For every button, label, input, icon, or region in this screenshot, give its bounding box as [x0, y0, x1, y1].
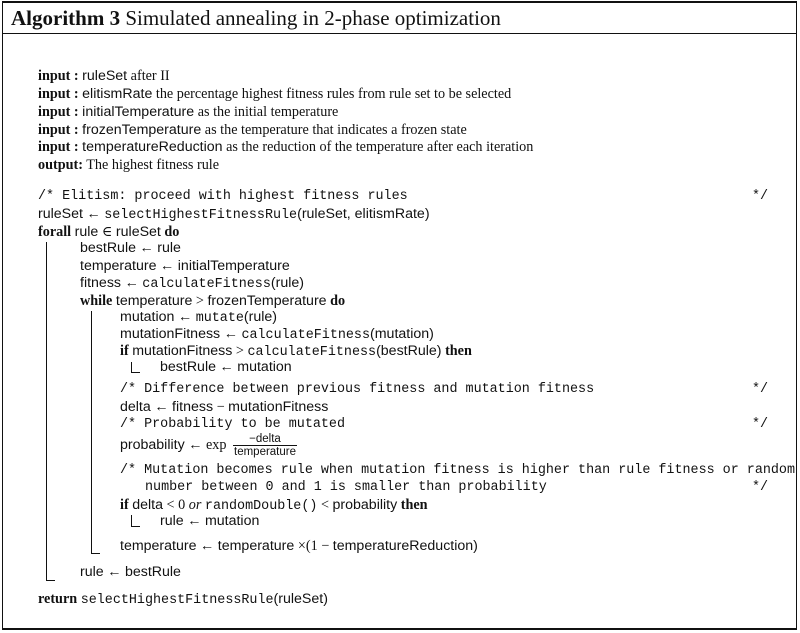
- line-bestrule-update: bestRule ← mutation: [160, 359, 292, 375]
- line-temperature-reduce: temperature ← temperature ×(1 − temperatureReduction): [120, 538, 478, 554]
- comment-mutation-end: */: [752, 480, 769, 495]
- algorithm-title: Simulated annealing in 2-phase optimization: [125, 6, 501, 30]
- line-delta: delta ← fitness − mutationFitness: [120, 399, 329, 415]
- line-fitness-init: fitness ← calculateFitness(rule): [80, 275, 304, 292]
- line-while: while temperature > frozenTemperature do: [80, 293, 346, 309]
- probability-fraction: $\frac{\text{−delta}}{\text{temperature}}$: [234, 433, 297, 458]
- line-rule-mutation: rule ← mutation: [160, 513, 260, 529]
- comment-difference: /* Difference between previous fitness and mutation fitness: [120, 382, 595, 397]
- input-line-5: input : temperatureReduction as the reduction of the temperature after each iteration: [38, 139, 534, 155]
- comment-probability-end: */: [752, 417, 769, 432]
- comment-mutation-becomes-rule: /* Mutation becomes rule when mutation fitness is higher than rule fitness or random: [120, 463, 795, 478]
- algorithm-label: Algorithm 3: [11, 6, 121, 30]
- line-rule-bestrule: rule ← bestRule: [80, 564, 181, 580]
- comment-probability: /* Probability to be mutated: [120, 417, 345, 432]
- line-temperature-init: temperature ← initialTemperature: [80, 258, 290, 274]
- input-line-1: input : ruleSet after II: [38, 68, 170, 84]
- input-line-4: input : frozenTemperature as the temperature that indicates a frozen state: [38, 122, 467, 138]
- line-ruleset-select: ruleSet ← selectHighestFitnessRule(ruleSet, elitismRate): [38, 206, 430, 223]
- comment-elitism-end: */: [752, 189, 769, 204]
- comment-elitism: /* Elitism: proceed with highest fitness rules: [38, 189, 408, 204]
- line-mutation-fitness: mutationFitness ← calculateFitness(mutation): [120, 326, 434, 343]
- algorithm-caption: [3, 3, 796, 34]
- if-accept-block-bar: [131, 515, 140, 527]
- line-probability: probability ← exp $\frac{\text{−delta}}{\text{temperature}}$: [120, 433, 297, 458]
- comment-difference-end: */: [752, 382, 769, 397]
- while-block-bar: [91, 311, 100, 554]
- input-line-2: input : elitismRate the percentage highest fitness rules from rule set to be selected: [38, 86, 512, 102]
- forall-block-bar: [46, 242, 55, 581]
- input-line-3: input : initialTemperature as the initial temperature: [38, 104, 339, 120]
- line-mutate: mutation ← mutate(rule): [120, 309, 278, 326]
- line-if-accept: if delta < 0 or randomDouble() < probability then: [120, 497, 428, 514]
- output-line: output: The highest fitness rule: [38, 157, 220, 173]
- if-better-block-bar: [131, 362, 140, 373]
- line-forall: forall rule ∈ ruleSet do: [38, 224, 180, 240]
- line-if-better: if mutationFitness > calculateFitness(bestRule) then: [120, 343, 472, 360]
- line-return: return selectHighestFitnessRule(ruleSet): [38, 591, 328, 608]
- line-bestrule-init: bestRule ← rule: [80, 240, 181, 256]
- comment-mutation-becomes-rule-cont: number between 0 and 1 is smaller than probability: [145, 480, 547, 495]
